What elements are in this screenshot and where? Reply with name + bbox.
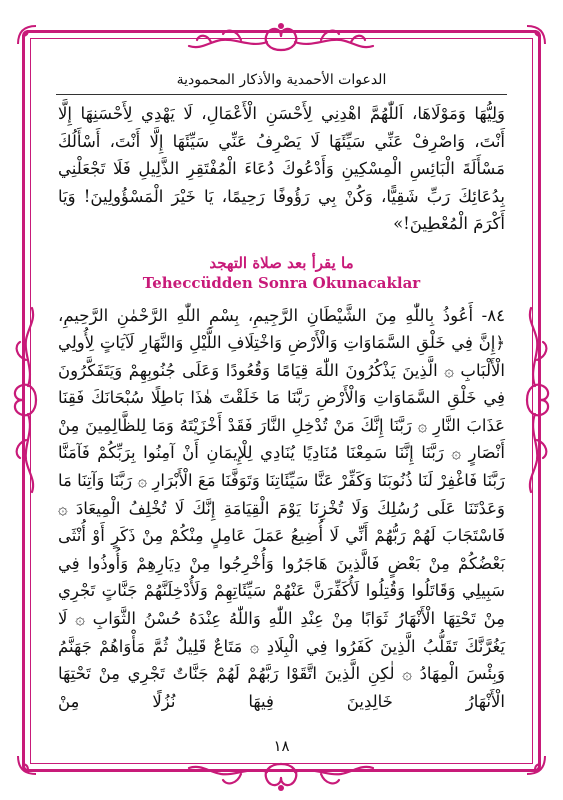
paragraph-quran-verses: ٨٤- أَعُوذُ بِاللّٰهِ مِنَ الشَّيْطَانِ الرَّجِيمِ، بِسْمِ اللّٰهِ الرَّحْمٰنِ الرَّحِيمِ، ﴿إِنَّ فِي خَلْقِ السَّمَاوَاتِ وَالْأَرْضِ وَاخْتِلَافِ اللَّيْلِ وَالنَّهَارِ لَآيَاتٍ لِأُولِي الْأَلْبَابِ ۞ الَّذِينَ يَذْكُرُونَ اللّٰهَ قِيَامًا وَقُعُودًا وَعَلَى جُنُوبِهِمْ وَيَتَفَكَّرُونَ فِي خَلْقِ السَّمَاوَاتِ وَالْأَرْضِ رَبَّنَا مَا خَلَقْتَ هٰذَا بَاطِلًا سُبْحَانَكَ فَقِنَا عَذَابَ النَّارِ ۞ رَبَّنَا إِنَّكَ مَنْ تُدْخِلِ النَّارَ فَقَدْ أَخْزَيْتَهُ وَمَا لِلظَّالِمِينَ مِنْ أَنْصَارٍ ۞ رَبَّنَا إِنَّنَا سَمِعْنَا مُنَادِيًا يُنَادِي لِلْإِيمَانِ أَنْ آمِنُوا بِرَبِّكُمْ فَآمَنَّا رَبَّنَا فَاغْفِرْ لَنَا ذُنُوبَنَا وَكَفِّرْ عَنَّا سَيِّئَاتِنَا وَتَوَفَّنَا مَعَ الْأَبْرَارِ ۞ رَبَّنَا وَآتِنَا مَا وَعَدْتَنَا عَلَى رُسُلِكَ وَلَا تُخْزِنَا يَوْمَ الْقِيَامَةِ إِنَّكَ لَا تُخْلِفُ الْمِيعَادَ ۞ فَاسْتَجَابَ لَهُمْ رَبُّهُمْ أَنِّي لَا أُضِيعُ عَمَلَ عَامِلٍ مِنْكُمْ مِنْ ذَكَرٍ أَوْ أُنْثَى بَعْضُكُمْ مِنْ بَعْضٍ فَالَّذِينَ هَاجَرُوا وَأُخْرِجُوا مِنْ دِيَارِهِمْ وَأُوذُوا فِي سَبِيلِي وَقَاتَلُوا وَقُتِلُوا لَأُكَفِّرَنَّ عَنْهُمْ سَيِّئَاتِهِمْ وَلَأُدْخِلَنَّهُمْ جَنَّاتٍ تَجْرِي مِنْ تَحْتِهَا الْأَنْهَارُ ثَوَابًا مِنْ عِنْدِ اللّٰهِ وَاللّٰهُ عِنْدَهُ حُسْنُ الثَّوَابِ ۞ لَا يَغُرَّنَّكَ تَقَلُّبُ الَّذِينَ كَفَرُوا فِي الْبِلَادِ ۞ مَتَاعٌ قَلِيلٌ ثُمَّ مَأْوَاهُمْ جَهَنَّمُ وَبِئْسَ الْمِهَادُ ۞ لٰكِنِ الَّذِينَ اتَّقَوْا رَبَّهُمْ لَهُمْ جَنَّاتٌ تَجْرِي مِنْ تَحْتِهَا الْأَنْهَارُ خَالِدِينَ فِيهَا نُزُلًا مِنْ	[58, 305, 505, 711]
left-floral-ornament-icon	[10, 300, 40, 500]
header-divider	[56, 94, 507, 95]
section-title-turkish: Teheccüdden Sonra Okunacaklar	[142, 273, 421, 292]
page-content	[58, 100, 505, 715]
right-floral-ornament-icon	[523, 300, 553, 500]
paragraph-prayer-ending: وَلِيُّهَا وَمَوْلَاهَا، اَللّٰهُمَّ اهْدِنِي لِأَحْسَنِ الْأَعْمَالِ، لَا يَهْدِي لِأَحْسَنِهَا إِلَّا أَنْتَ، وَاصْرِفْ عَنِّي سَيِّئَهَا لَا يَصْرِفُ عَنِّي سَيِّئَهَا إِلَّا أَنْتَ، أَسْأَلُكَ مَسْأَلَةَ الْبَائِسِ الْمِسْكِينِ وَأَدْعُوكَ دُعَاءَ الْمُفْتَقِرِ الذَّلِيلِ فَلَا تَجْعَلْنِي بِدُعَائِكَ رَبِّ شَقِيًّا، وَكُنْ بِي رَؤُوفًا رَحِيمًا، يَا خَيْرَ الْمَسْؤُولِينَ! وَيَا أَكْرَمَ الْمُعْطِينَ!»	[58, 104, 505, 233]
corner-ornament-icon	[14, 752, 40, 778]
corner-ornament-icon	[523, 22, 549, 48]
bottom-floral-ornament-icon	[181, 760, 381, 794]
corner-ornament-icon	[523, 752, 549, 778]
top-floral-ornament-icon	[181, 20, 381, 54]
running-header-title: الدعوات الأحمدية والأذكار المحمودية	[176, 72, 387, 88]
corner-ornament-icon	[14, 22, 40, 48]
page-number: ١٨	[273, 737, 290, 755]
section-title-arabic: ما يقرأ بعد صلاة التهجد	[209, 253, 354, 272]
